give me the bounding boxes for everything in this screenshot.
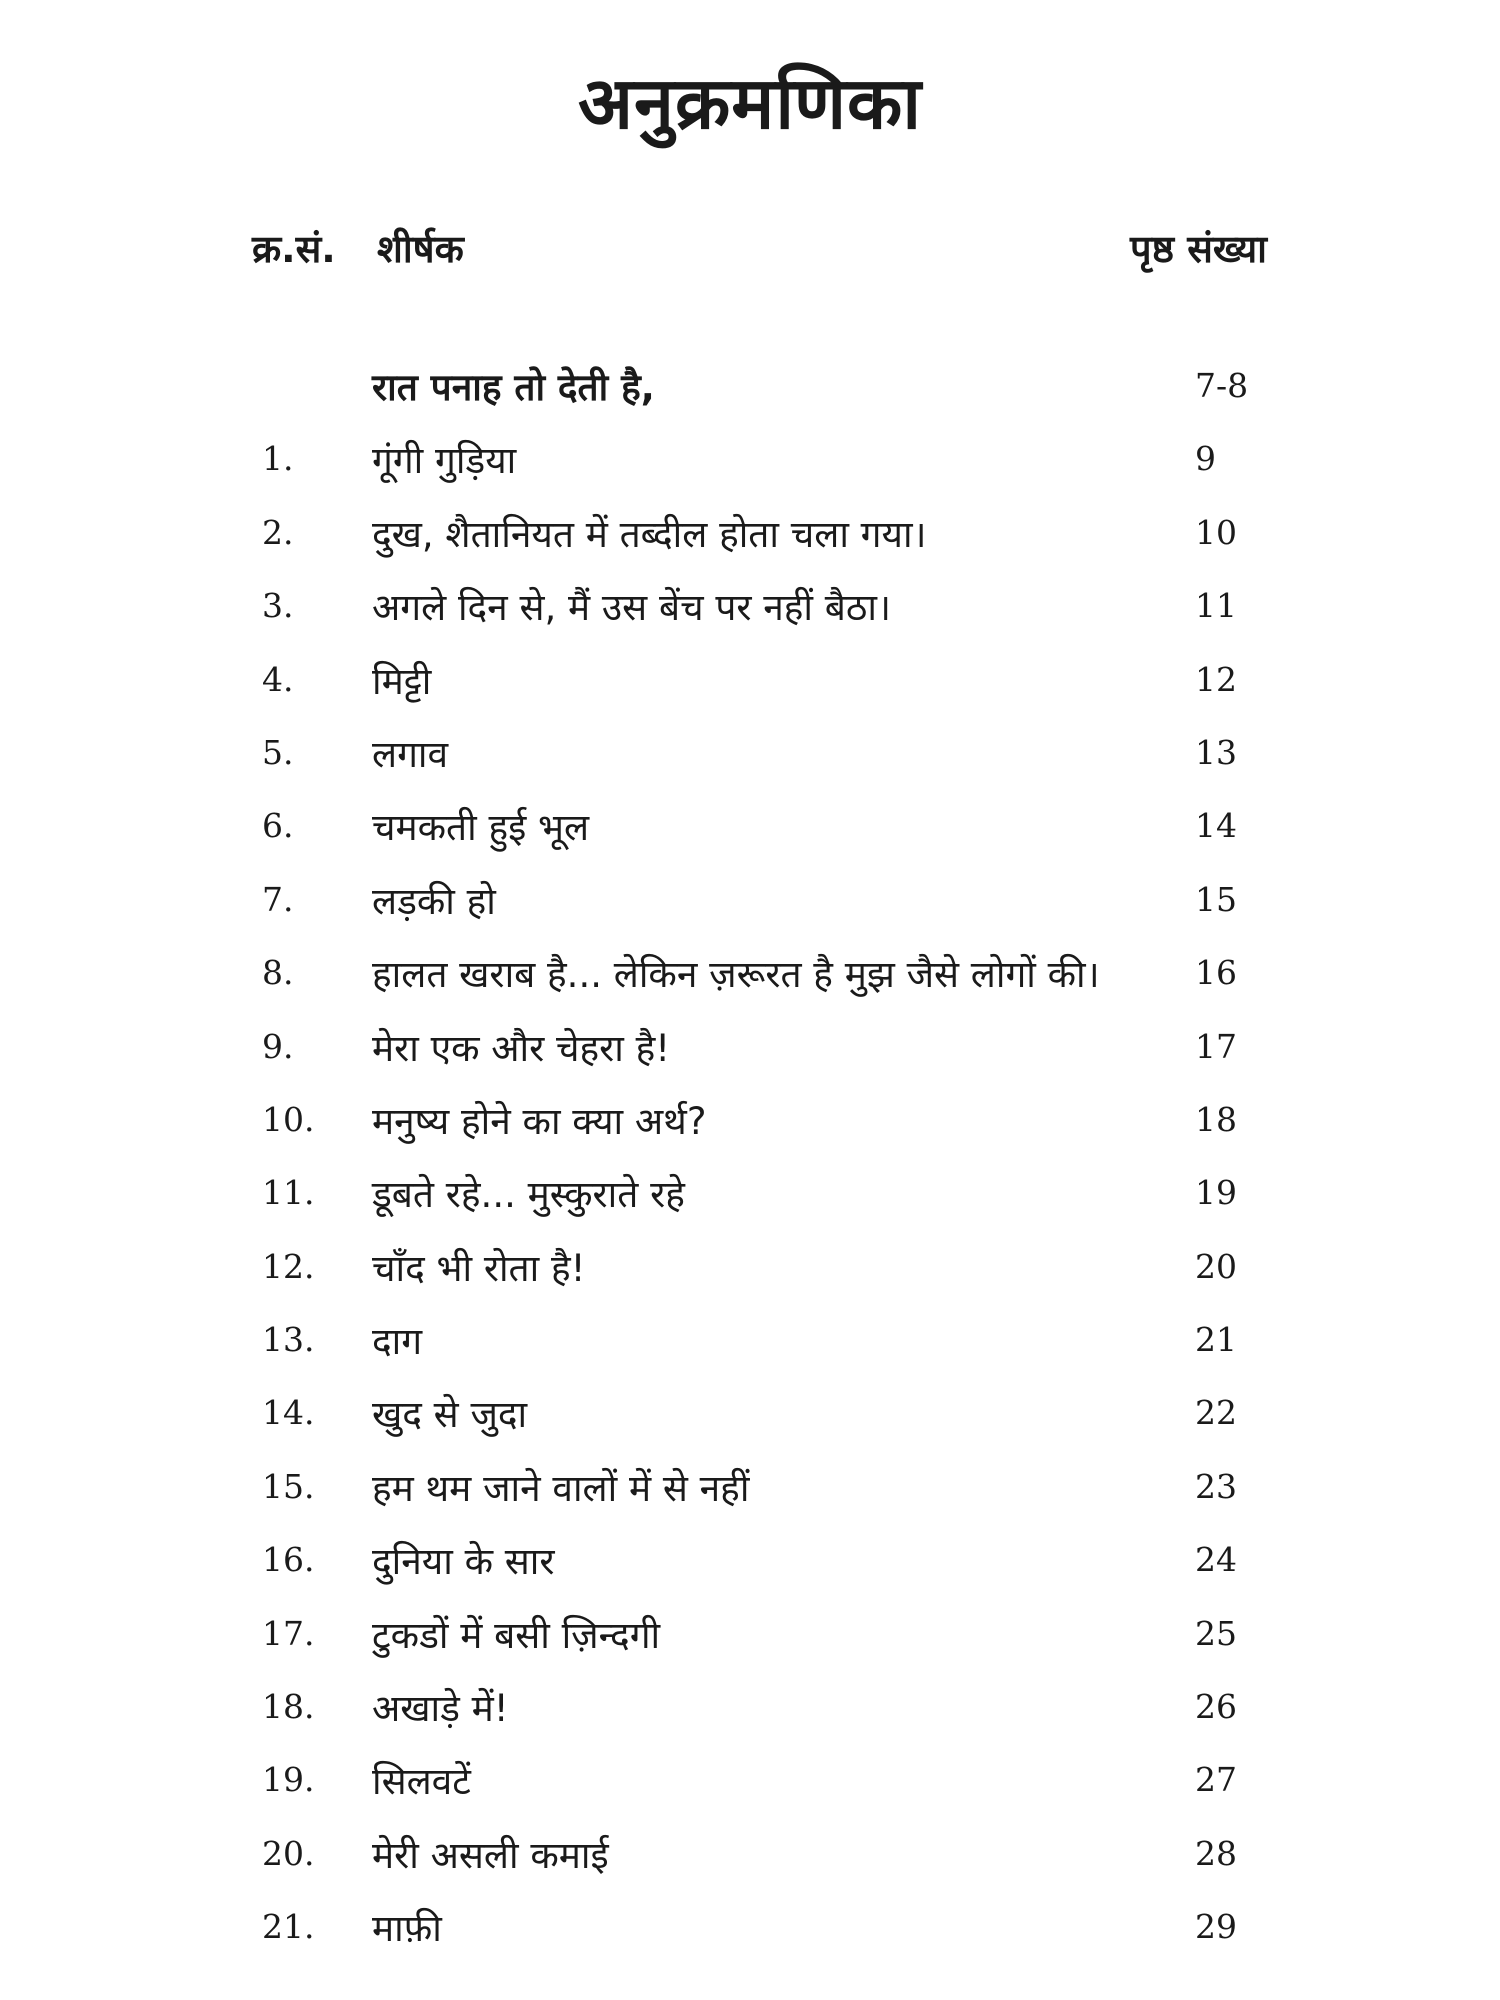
entry-number: 14. xyxy=(262,1393,315,1433)
entry-page: 24 xyxy=(1195,1540,1237,1580)
entry-title: हालत खराब है... लेकिन ज़रूरत है मुझ जैसे लोगों की। xyxy=(372,953,1100,997)
entry-title: खुद से जुदा xyxy=(372,1393,528,1437)
entry-title: लगाव xyxy=(372,732,449,776)
toc-entry xyxy=(0,1526,1500,1599)
entry-title: चाँद भी रोता है! xyxy=(372,1246,586,1290)
entry-page: 9 xyxy=(1195,439,1216,479)
toc-entry xyxy=(0,1820,1500,1893)
toc-list xyxy=(0,352,1500,1967)
entry-page: 29 xyxy=(1195,1907,1237,1947)
entry-page: 10 xyxy=(1195,512,1237,552)
entry-page: 17 xyxy=(1195,1026,1237,1066)
entry-title: दाग xyxy=(372,1320,423,1364)
toc-entry xyxy=(0,1086,1500,1159)
entry-page: 11 xyxy=(1195,586,1237,626)
entry-title: चमकती हुई भूल xyxy=(372,806,590,850)
entry-title: मनुष्य होने का क्या अर्थ? xyxy=(372,1099,707,1143)
entry-title: रात पनाह तो देती है, xyxy=(372,366,655,409)
serial-column-header: क्र.सं. xyxy=(252,227,336,271)
entry-title: अखाड़े में! xyxy=(372,1687,509,1731)
entry-number: 4. xyxy=(262,659,294,699)
entry-number: 10. xyxy=(262,1099,315,1139)
entry-page: 25 xyxy=(1195,1613,1237,1653)
entry-number: 2. xyxy=(262,512,294,552)
entry-title: माफ़ी xyxy=(372,1907,442,1951)
toc-entry xyxy=(0,1453,1500,1526)
entry-title: टुकडों में बसी ज़िन्दगी xyxy=(372,1613,661,1657)
entry-title: दुनिया के सार xyxy=(372,1540,555,1584)
entry-page: 14 xyxy=(1195,806,1237,846)
entry-title: सिलवटें xyxy=(372,1760,471,1804)
toc-entry xyxy=(0,1306,1500,1379)
entry-page: 13 xyxy=(1195,732,1237,772)
toc-entry xyxy=(0,1746,1500,1819)
entry-number: 6. xyxy=(262,806,294,846)
entry-title: डूबते रहे... मुस्कुराते रहे xyxy=(372,1173,685,1217)
toc-entry xyxy=(0,425,1500,498)
entry-page: 22 xyxy=(1195,1393,1237,1433)
entry-title: हम थम जाने वालों में से नहीं xyxy=(372,1466,750,1510)
toc-entry xyxy=(0,1673,1500,1746)
entry-page: 27 xyxy=(1195,1760,1237,1800)
toc-entry xyxy=(0,1233,1500,1306)
page-column-header: पृष्ठ संख्या xyxy=(1130,227,1267,271)
entry-number: 18. xyxy=(262,1687,315,1727)
entry-title: मेरी असली कमाई xyxy=(372,1833,609,1877)
toc-entry xyxy=(0,1379,1500,1452)
entry-title: अगले दिन से, मैं उस बेंच पर नहीं बैठा। xyxy=(372,586,891,630)
entry-page: 12 xyxy=(1195,659,1237,699)
entry-number: 8. xyxy=(262,953,294,993)
entry-page: 16 xyxy=(1195,953,1237,993)
toc-entry xyxy=(0,1600,1500,1673)
entry-number: 12. xyxy=(262,1246,315,1286)
entry-number: 17. xyxy=(262,1613,315,1653)
entry-page: 28 xyxy=(1195,1833,1237,1873)
entry-page: 20 xyxy=(1195,1246,1237,1286)
entry-page: 21 xyxy=(1195,1320,1237,1360)
toc-entry xyxy=(0,866,1500,939)
toc-entry-intro xyxy=(0,352,1500,425)
entry-page: 26 xyxy=(1195,1687,1237,1727)
toc-entry xyxy=(0,792,1500,865)
title-column-header: शीर्षक xyxy=(377,227,464,271)
entry-number: 21. xyxy=(262,1907,315,1947)
entry-number: 3. xyxy=(262,586,294,626)
toc-entry xyxy=(0,1159,1500,1232)
entry-number: 11. xyxy=(262,1173,315,1213)
entry-title: मेरा एक और चेहरा है! xyxy=(372,1026,671,1070)
toc-entry xyxy=(0,572,1500,645)
entry-number: 7. xyxy=(262,879,294,919)
entry-number: 15. xyxy=(262,1466,315,1506)
entry-page: 15 xyxy=(1195,879,1237,919)
entry-number: 20. xyxy=(262,1833,315,1873)
entry-page: 18 xyxy=(1195,1099,1237,1139)
toc-entry xyxy=(0,499,1500,572)
entry-number: 19. xyxy=(262,1760,315,1800)
entry-number: 1. xyxy=(262,439,294,479)
entry-number: 13. xyxy=(262,1320,315,1360)
entry-number: 9. xyxy=(262,1026,294,1066)
page-title: अनुक्रमणिका xyxy=(578,61,922,145)
entry-number: 16. xyxy=(262,1540,315,1580)
entry-page: 7-8 xyxy=(1195,366,1249,405)
entry-title: गूंगी गुड़िया xyxy=(372,439,517,483)
entry-title: दुख, शैतानियत में तब्दील होता चला गया। xyxy=(372,512,927,556)
entry-number: 5. xyxy=(262,732,294,772)
entry-page: 23 xyxy=(1195,1466,1237,1506)
entry-page: 19 xyxy=(1195,1173,1237,1213)
toc-entry xyxy=(0,1893,1500,1966)
toc-entry xyxy=(0,646,1500,719)
toc-entry xyxy=(0,1013,1500,1086)
toc-entry xyxy=(0,719,1500,792)
entry-title: मिट्टी xyxy=(372,659,432,703)
entry-title: लड़की हो xyxy=(372,879,496,923)
toc-entry xyxy=(0,939,1500,1012)
